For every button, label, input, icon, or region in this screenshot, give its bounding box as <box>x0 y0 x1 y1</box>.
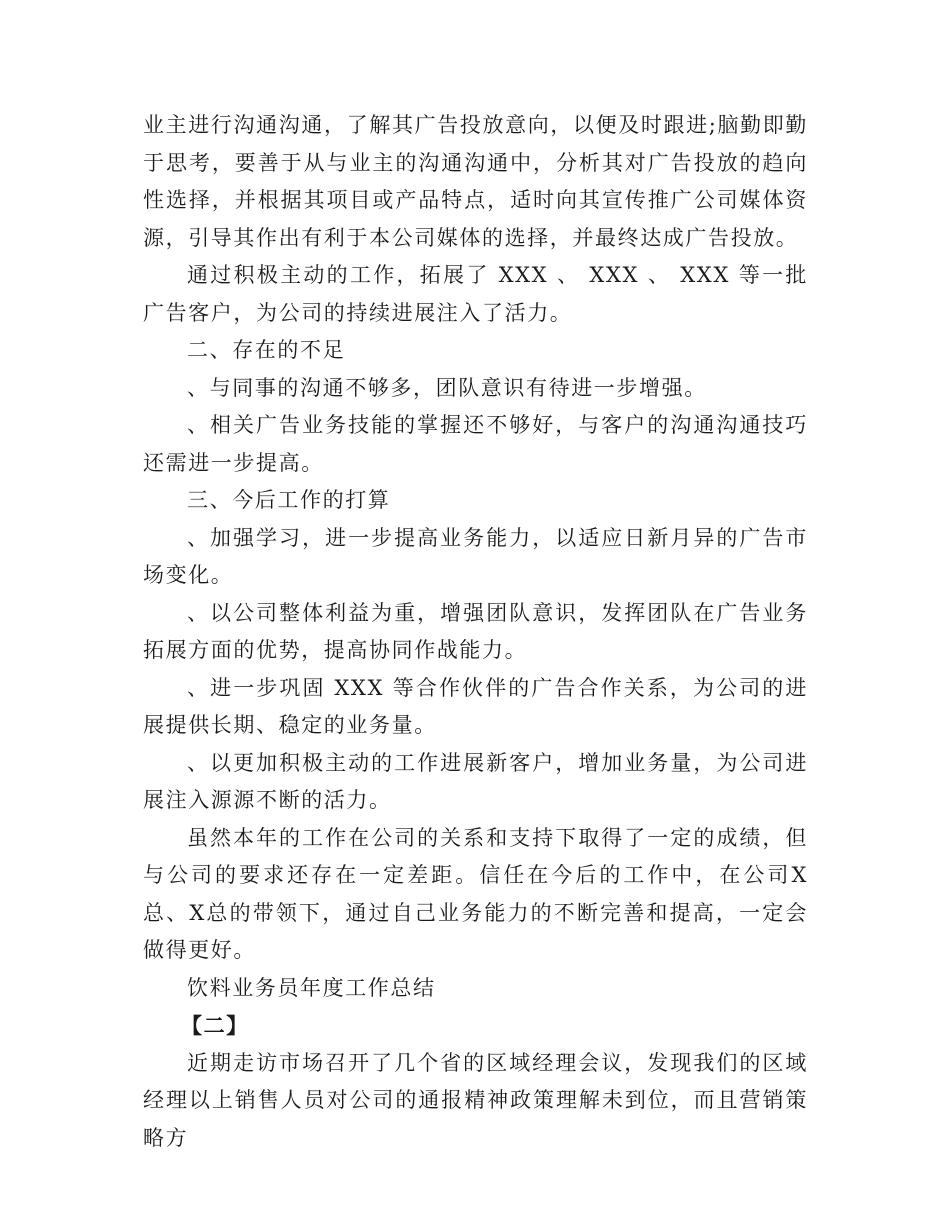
paragraph-market-visit: 近期走访市场召开了几个省的区域经理会议，发现我们的区域经理以上销售人员对公司的通报精神政策理解未到位，而且营销策略方 <box>143 1050 808 1150</box>
list-item-plan-4: 、以更加积极主动的工作进展新客户，增加业务量，为公司进展注入源源不断的活力。 <box>143 750 808 812</box>
document-subtitle: 饮料业务员年度工作总结 <box>187 975 436 1000</box>
section-heading-shortcomings: 二、存在的不足 <box>187 338 346 362</box>
list-item-shortcoming-2: 、相关广告业务技能的掌握还不够好，与客户的沟通沟通技巧还需进一步提高。 <box>143 413 808 475</box>
paragraph-continuation: 业主进行沟通沟通，了解其广告投放意向，以便及时跟进;脑勤即勤于思考，要善于从与业主的沟通沟通中，分析其对广告投放的趋向性选择，并根据其项目或产品特点，适时向其宣传推广公司媒体资源，引导其作出有利于本公司媒体的选择，并最终达成广告投放。 <box>143 113 808 250</box>
document-body <box>143 107 808 1157</box>
list-item-shortcoming-1: 、与同事的沟通不够多，团队意识有待进一步增强。 <box>187 375 707 400</box>
list-item-plan-1: 、加强学习，进一步提高业务能力，以适应日新月异的广告市场变化。 <box>143 525 808 587</box>
list-item-plan-2: 、以公司整体利益为重，增强团队意识，发挥团队在广告业务拓展方面的优势，提高协同作战能力。 <box>143 600 808 662</box>
paragraph-conclusion: 虽然本年的工作在公司的关系和支持下取得了一定的成绩，但与公司的要求还存在一定差距。信任在今后的工作中，在公司X总、X总的带领下，通过自己业务能力的不断完善和提高，一定会做得更好。 <box>143 825 808 962</box>
list-item-plan-3: 、进一步巩固 XXX 等合作伙伴的广告合作关系，为公司的进展提供长期、稳定的业务量。 <box>143 675 808 737</box>
paragraph-new-clients: 通过积极主动的工作，拓展了 XXX 、 XXX 、 XXX 等一批广告客户，为公司的持续进展注入了活力。 <box>143 263 808 325</box>
section-heading-plans: 三、今后工作的打算 <box>187 488 391 512</box>
section-number-two: 【二】 <box>181 1013 249 1038</box>
